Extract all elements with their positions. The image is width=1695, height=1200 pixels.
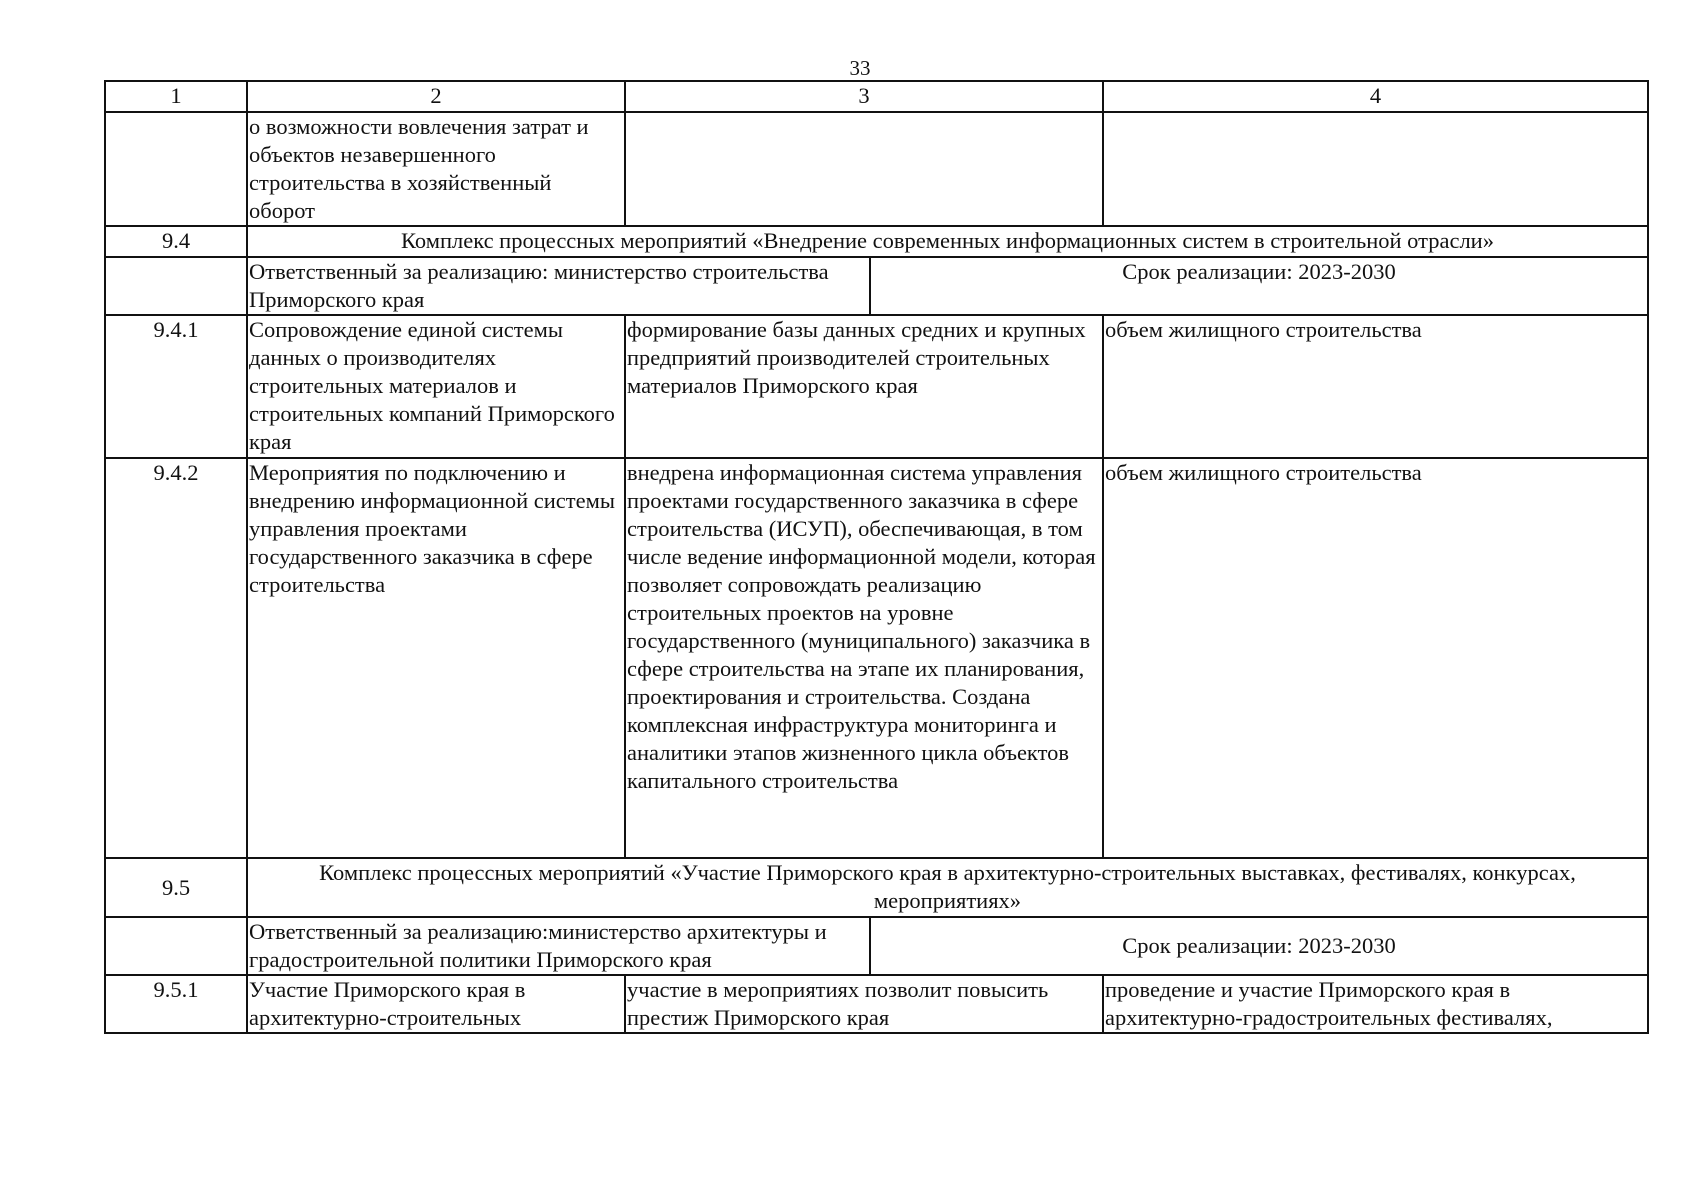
row-number: 9.4.2 <box>105 458 247 858</box>
header-col-4: 4 <box>1103 81 1648 112</box>
row-activity: о возможности вовлечения затрат и объектов незавершенного строительства в хозяйственный оборот <box>247 112 625 226</box>
table-header-row <box>105 81 1648 112</box>
section-meta-empty <box>105 917 247 975</box>
header-col-1: 1 <box>105 81 247 112</box>
section-title-row <box>105 858 1648 917</box>
term-text: Срок реализации: 2023-2030 <box>1122 259 1396 284</box>
row-indicator: объем жилищного строительства <box>1103 458 1648 858</box>
section-number: 9.4 <box>105 226 247 257</box>
row-indicator <box>1103 112 1648 226</box>
section-title-row <box>105 226 1648 257</box>
term-text: Срок реализации: 2023-2030 <box>1122 933 1396 958</box>
section-title: Комплекс процессных мероприятий «Внедрение современных информационных систем в строительной отрасли» <box>247 226 1648 257</box>
row-number <box>105 112 247 226</box>
row-activity: Сопровождение единой системы данных о производителях строительных материалов и строительных компаний Приморского края <box>247 315 625 458</box>
header-col-3: 3 <box>625 81 1103 112</box>
row-result: внедрена информационная система управления проектами государственного заказчика в сфере строительства (ИСУП), обеспечивающая, в том числе ведение информационной модели, которая позволяет сопровождать реализацию строительных проектов на уровне государственного (муниципального) заказчика в сфере строительства на этапе их планирования, проектирования и строительства. Создана комплексная инфраструктура мониторинга и аналитики этапов жизненного цикла объектов капитального строительства <box>625 458 1103 858</box>
responsible-text: Ответственный за реализацию: министерство строительства Приморского края <box>248 258 871 314</box>
section-meta-row <box>105 917 1648 975</box>
table-row <box>105 315 1648 458</box>
row-activity: Мероприятия по подключению и внедрению информационной системы управления проектами государственного заказчика в сфере строительства <box>247 458 625 858</box>
header-col-2: 2 <box>247 81 625 112</box>
table-row <box>105 458 1648 858</box>
page-number: 33 <box>849 56 871 80</box>
row-result <box>625 112 1103 226</box>
section-meta <box>247 257 1648 315</box>
table-row <box>105 975 1648 1033</box>
section-meta-row <box>105 257 1648 315</box>
section-meta <box>247 917 1648 975</box>
row-result: участие в мероприятиях позволит повысить престиж Приморского края <box>625 975 1103 1033</box>
row-indicator: проведение и участие Приморского края в архитектурно-градостроительных фестивалях, <box>1103 975 1648 1033</box>
section-meta-empty <box>105 257 247 315</box>
table-row <box>105 112 1648 226</box>
responsible-text: Ответственный за реализацию:министерство архитектуры и градостроительной политики Приморского края <box>248 918 871 974</box>
row-number: 9.4.1 <box>105 315 247 458</box>
measures-table <box>104 80 1649 1034</box>
row-result: формирование базы данных средних и крупных предприятий производителей строительных материалов Приморского края <box>625 315 1103 458</box>
row-number: 9.5.1 <box>105 975 247 1033</box>
section-title: Комплекс процессных мероприятий «Участие Приморского края в архитектурно-строительных выставках, фестивалях, конкурсах, мероприятиях» <box>247 858 1648 917</box>
row-activity: Участие Приморского края в архитектурно-строительных <box>247 975 625 1033</box>
section-number: 9.5 <box>105 858 247 917</box>
row-indicator: объем жилищного строительства <box>1103 315 1648 458</box>
